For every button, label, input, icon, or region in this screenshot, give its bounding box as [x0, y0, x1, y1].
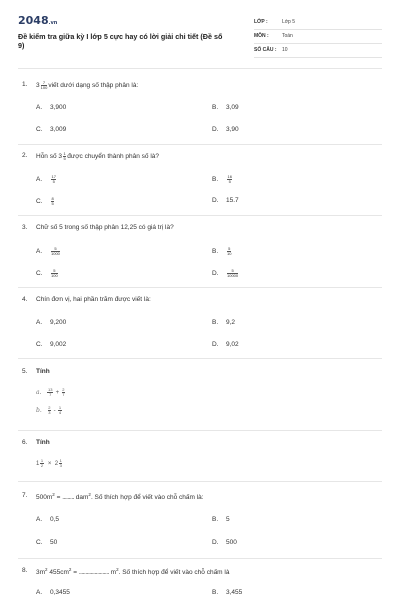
question-number: 4. — [22, 296, 28, 303]
question-number: 3. — [22, 224, 28, 231]
question-5 — [22, 368, 382, 428]
question-text: Tính — [36, 439, 50, 446]
option-a[interactable]: A. $\frac{17}{5}$ — [36, 174, 56, 184]
meta-label: MÔN : — [254, 33, 269, 39]
option-a[interactable]: A. 0,3455 — [36, 589, 70, 596]
option-a[interactable]: A. $\frac{5}{1000}$ — [36, 246, 60, 256]
option-a[interactable]: A. 9,200 — [36, 319, 67, 326]
question-2 — [22, 152, 382, 212]
question-number: 8. — [22, 567, 28, 574]
option-c[interactable]: C. 3,009 — [36, 126, 67, 133]
question-number: 7. — [22, 492, 28, 499]
option-d[interactable]: D. 500 — [212, 539, 237, 546]
question-divider — [18, 430, 382, 431]
question-7 — [22, 492, 382, 552]
site-logo[interactable]: 2048.vn — [18, 14, 58, 27]
option-b[interactable]: B. 3,455 — [212, 589, 243, 596]
meta-value: Lớp 5 — [282, 19, 296, 25]
meta-row-subject — [254, 31, 382, 44]
question-8 — [22, 567, 382, 599]
question-number: 6. — [22, 439, 28, 446]
question-number: 1. — [22, 81, 28, 88]
question-text: Tính — [36, 368, 50, 375]
question-text: $3m^2$ $455cm^2$ = ....................... $m^2$. Số thích hợp để viết vào chỗ chấm là — [36, 567, 230, 577]
meta-row-class — [254, 17, 382, 30]
option-c[interactable]: C. $\frac{5}{100}$ — [36, 268, 58, 278]
question-divider — [18, 481, 382, 482]
sub-question-b: b. $\frac{2}{3}$ - $\frac{1}{4}$ — [36, 405, 62, 415]
option-b[interactable]: B. 5 — [212, 516, 230, 523]
expression: 1 $\frac{1}{2}$ × 2 $\frac{1}{3}$ — [36, 458, 62, 468]
question-3 — [22, 224, 382, 284]
option-c[interactable]: C. $\frac{8}{5}$ — [36, 196, 54, 206]
page-title: Đề kiểm tra giữa kỳ I lớp 5 cực hay có lời giải chi tiết (Đề số 9) — [18, 32, 223, 50]
question-text: $500m^2$ = ......... dam$^2$. Số thích hợp để viết vào chỗ chấm là: — [36, 492, 204, 502]
meta-label: SỐ CÂU : — [254, 47, 277, 53]
question-text: Hỗn số 3 $\frac{1}{5}$ được chuyển thành phân số là? — [36, 151, 160, 161]
question-text: Chữ số 5 trong số thập phân 12,25 có giá trị là? — [36, 224, 174, 231]
meta-label: LỚP : — [254, 19, 268, 25]
question-1 — [22, 81, 382, 141]
option-b[interactable]: B. $\frac{5}{10}$ — [212, 246, 232, 256]
question-number: 5. — [22, 368, 28, 375]
question-text: Chín đơn vị, hai phần trăm được viết là: — [36, 296, 151, 303]
question-divider — [18, 287, 382, 288]
option-c[interactable]: C. 9,002 — [36, 341, 67, 348]
option-d[interactable]: D. $\frac{5}{10000}$ — [212, 268, 239, 278]
question-divider — [18, 558, 382, 559]
option-a[interactable]: A. 0,5 — [36, 516, 60, 523]
question-text: 3 $\frac{7}{100}$ viết dưới dạng số thập phân là: — [36, 80, 139, 90]
question-6 — [22, 439, 382, 479]
option-a[interactable]: A. 3,900 — [36, 104, 67, 111]
option-c[interactable]: C. 50 — [36, 539, 58, 546]
option-d[interactable]: D. 9,02 — [212, 341, 239, 348]
question-divider — [18, 144, 382, 145]
question-number: 2. — [22, 152, 28, 159]
question-divider — [18, 358, 382, 359]
meta-row-count — [254, 45, 382, 58]
option-b[interactable]: B. 9,2 — [212, 319, 236, 326]
exam-meta — [254, 17, 382, 59]
meta-value: 10 — [282, 47, 288, 53]
sub-question-a: a. $\frac{13}{7}$ + $\frac{2}{7}$ — [36, 387, 65, 397]
header-divider — [18, 68, 382, 69]
question-divider — [18, 215, 382, 216]
option-b[interactable]: B. 3,09 — [212, 104, 239, 111]
question-4 — [22, 296, 382, 356]
option-d[interactable]: D. 3,90 — [212, 126, 239, 133]
option-b[interactable]: B. $\frac{16}{5}$ — [212, 174, 232, 184]
document-header — [18, 12, 382, 62]
meta-value: Toán — [282, 33, 293, 39]
option-d[interactable]: D. 15.7 — [212, 197, 239, 204]
